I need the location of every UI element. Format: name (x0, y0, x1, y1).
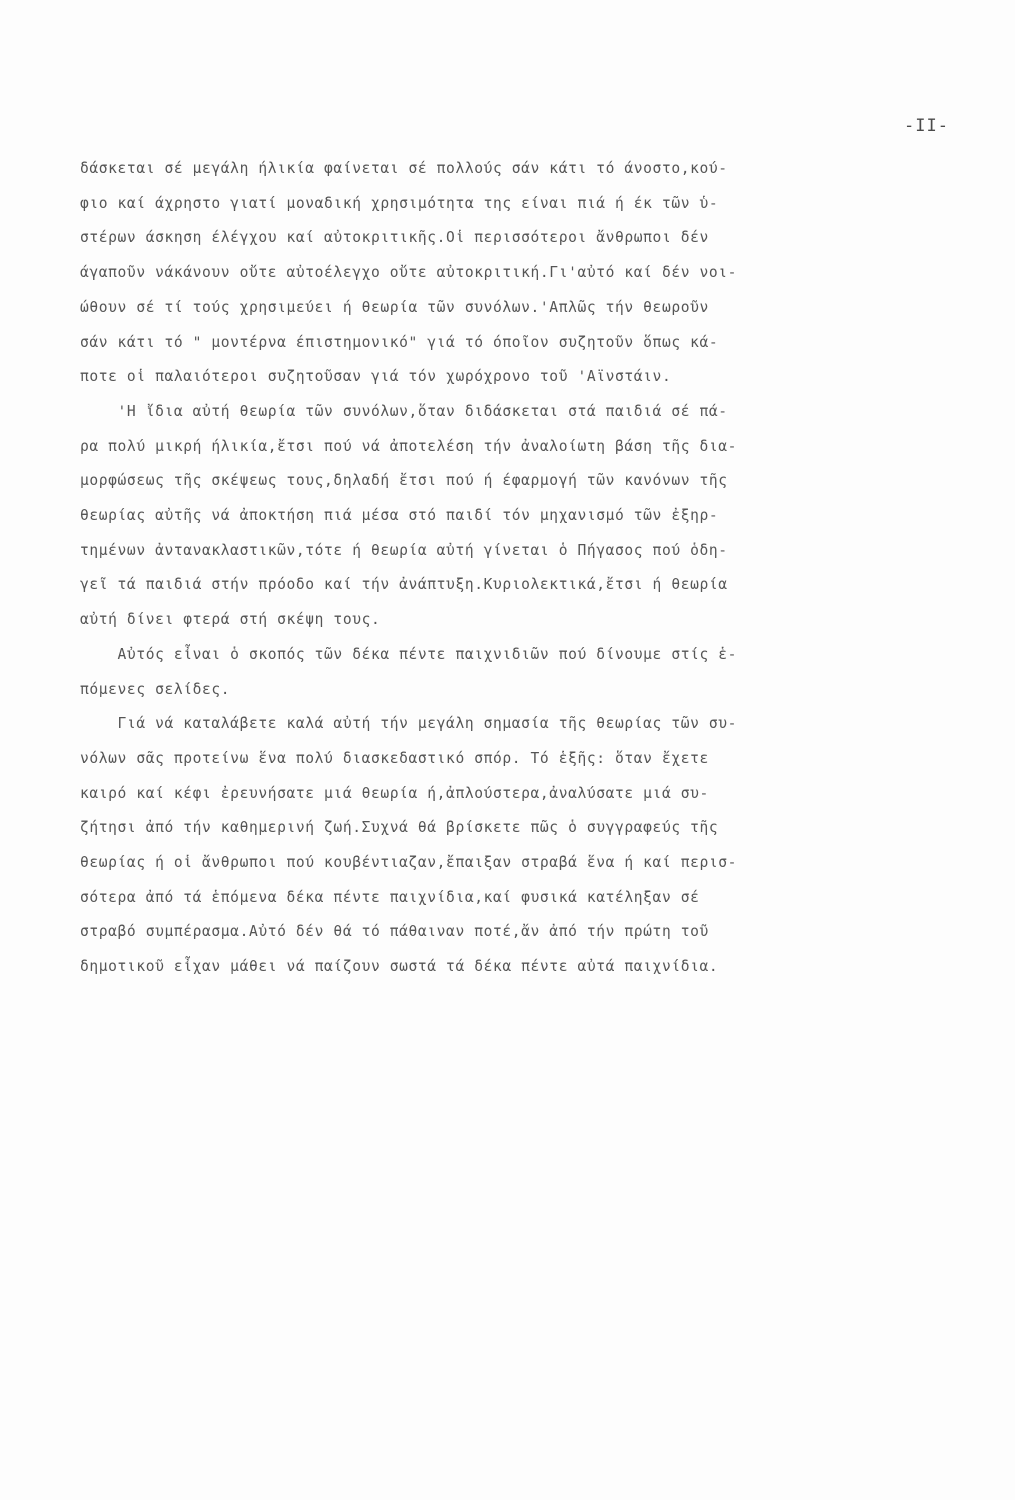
text-line: φιο καί άχρηστο γιατί μοναδική χρησιμότητα της είναι πιά ή έκ τῶν ὑ- (80, 194, 719, 212)
text-line: αὐτή δίνει φτερά στή σκέψη τους. (80, 611, 381, 629)
text-line: άγαποῦν νάκάνουν οὔτε αὐτοέλεγχο οὔτε αὐτοκριτική.Γι'αὐτό καί δέν νοι- (80, 264, 738, 282)
text-line: 'Η ἴδια αὐτή θεωρία τῶν συνόλων,ὅταν διδάσκεται στά παιδιά σέ πά- (80, 402, 728, 420)
text-line: θεωρίας αὐτῆς νά ἀποκτήση πιά μέσα στό παιδί τόν μηχανισμό τῶν ἐξηρ- (80, 507, 719, 525)
text-line: Αὐτός εἶναι ὁ σκοπός τῶν δέκα πέντε παιχνιδιῶν πού δίνουμε στίς ἑ- (80, 645, 738, 663)
text-line: ποτε οἱ παλαιότεροι συζητοῦσαν γιά τόν χωρόχρονο τοῦ 'Αϊνστάιν. (80, 368, 672, 386)
text-line: δάσκεται σέ μεγάλη ήλικία φαίνεται σέ πολλούς σάν κάτι τό άνοστο,κού- (80, 160, 728, 177)
text-line: μορφώσεως τῆς σκέψεως τους,δηλαδή ἔτσι πού ή έφαρμογή τῶν κανόνων τῆς (80, 472, 728, 490)
text-line: σάν κάτι τό " μοντέρνα έπιστημονικό" γιά τό όποῖον συζητοῦν ὅπως κά- (80, 333, 719, 351)
text-line: πόμενες σελίδες. (80, 680, 231, 698)
text-line: καιρό καί κέφι ἐρευνήσατε μιά θεωρία ή,ἀπλούστερα,ἀναλύσατε μιά συ- (80, 784, 709, 802)
text-line: νόλων σᾶς προτείνω ἕνα πολύ διασκεδαστικό σπόρ. Τό ἑξῆς: ὅταν ἔχετε (80, 749, 709, 767)
text-line: ώθουν σέ τί τούς χρησιμεύει ή θεωρία τῶν συνόλων.'Απλῶς τήν θεωροῦν (80, 298, 709, 316)
body-text (80, 152, 960, 985)
text-line: γεῖ τά παιδιά στήν πρόοδο καί τήν ἀνάπτυξη.Κυριολεκτικά,ἔτσι ή θεωρία (80, 576, 728, 594)
text-line: ζήτησι ἀπό τήν καθημερινή ζωή.Συχνά θά βρίσκετε πῶς ὁ συγγραφεύς τῆς (80, 819, 719, 837)
text-line: στραβό συμπέρασμα.Αὐτό δέν θά τό πάθαιναν ποτέ,ἄν ἀπό τήν πρώτη τοῦ (80, 923, 709, 941)
text-line: ρα πολύ μικρή ήλικία,ἔτσι πού νά ἀποτελέση τήν ἀναλοίωτη βάση τῆς δια- (80, 437, 738, 455)
text-line: σότερα ἀπό τά ἑπόμενα δέκα πέντε παιχνίδια,καί φυσικά κατέληξαν σέ (80, 888, 700, 906)
page-number: -II- (904, 116, 949, 136)
text-line: δημοτικοῦ εἶχαν μάθει νά παίζουν σωστά τά δέκα πέντε αὐτά παιχνίδια. (80, 958, 719, 976)
text-line: θεωρίας ή οἱ ἄνθρωποι πού κουβέντιαζαν,ἔπαιξαν στραβά ἕνα ή καί περισ- (80, 854, 738, 872)
text-line: Γιά νά καταλάβετε καλά αὐτή τήν μεγάλη σημασία τῆς θεωρίας τῶν συ- (80, 715, 738, 733)
text-line: τημένων ἀντανακλαστικῶν,τότε ή θεωρία αὐτή γίνεται ὁ Πήγασος πού ὁδη- (80, 541, 728, 559)
text-line: στέρων άσκηση έλέγχου καί αὐτοκριτικῆς.Οἱ περισσότεροι ἄνθρωποι δέν (80, 229, 709, 247)
